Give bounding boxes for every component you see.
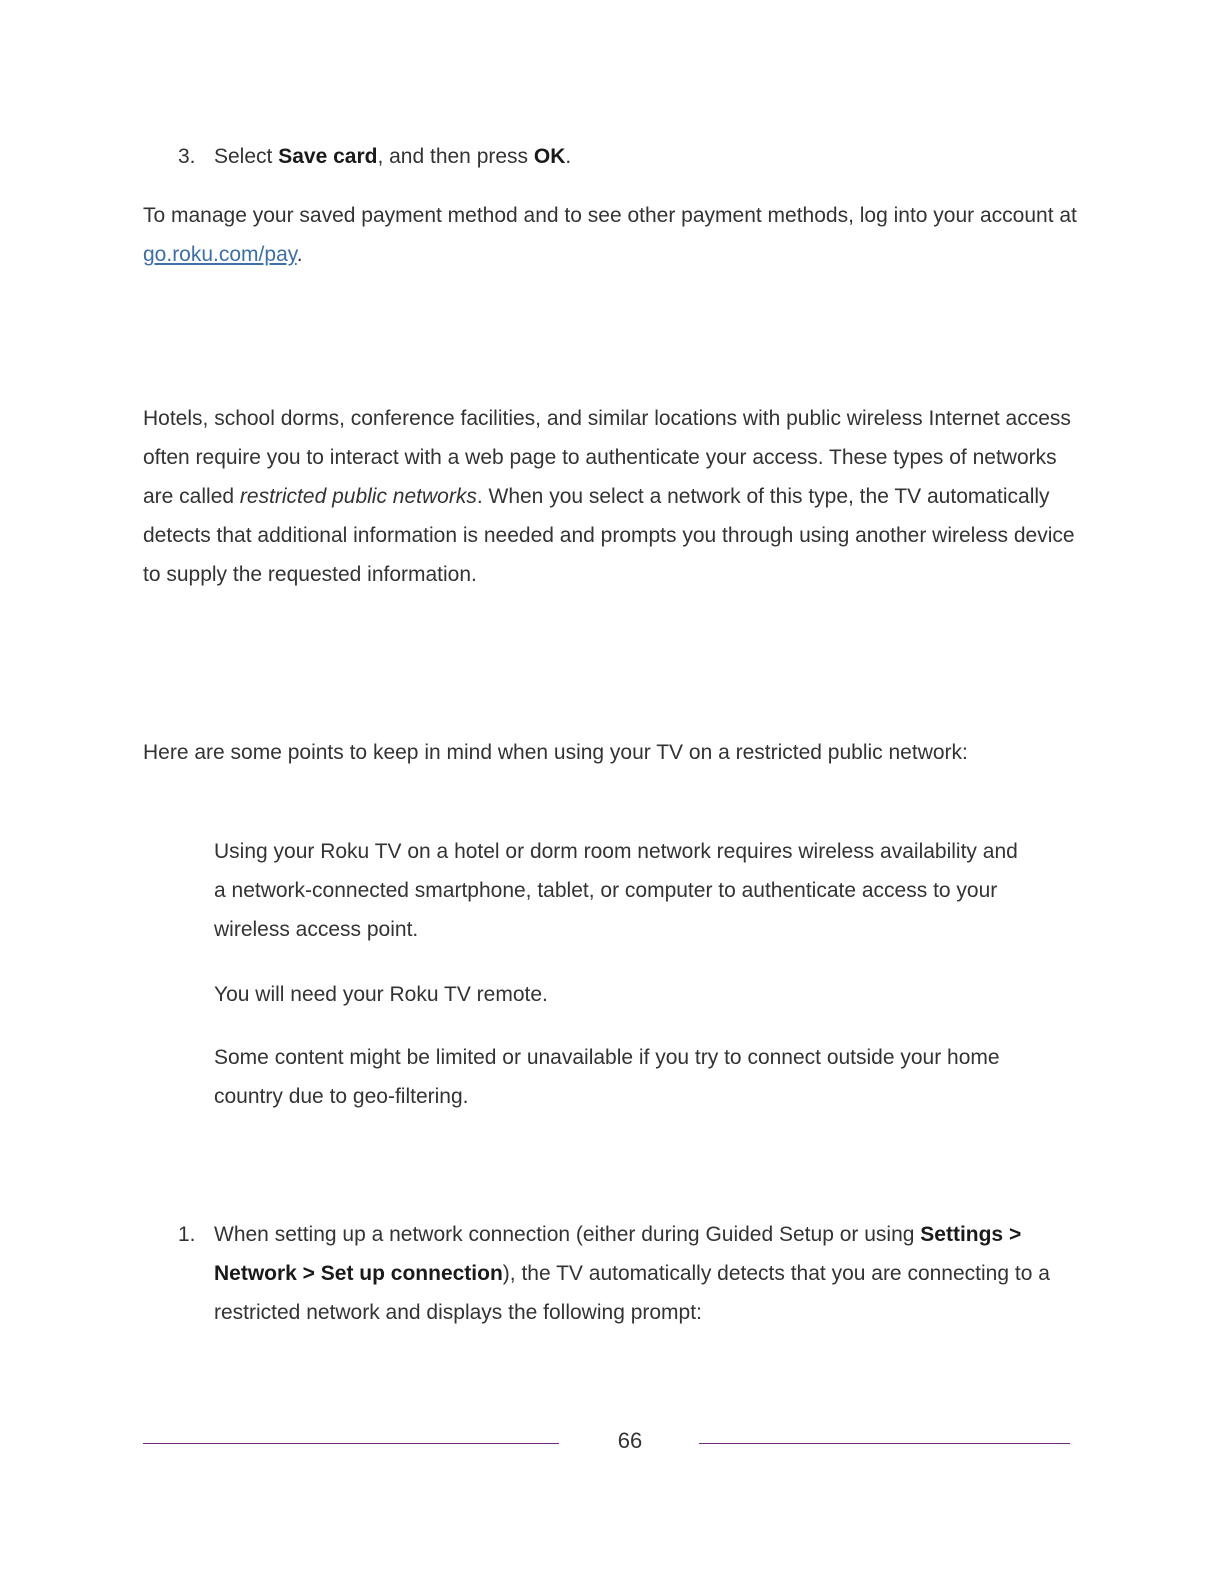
step-text-pre: When setting up a network connection (either during Guided Setup or using: [214, 1223, 921, 1246]
step-number: 1.: [178, 1223, 196, 1246]
restricted-networks-paragraph: [143, 399, 1078, 594]
restricted-public-networks-term: restricted public networks: [239, 485, 477, 508]
settings-path: Settings > Network > Set up connection: [214, 1223, 1022, 1285]
list-item: Some content might be limited or unavailable if you try to connect outside your home country due to geo-filtering.: [214, 1046, 1000, 1108]
manage-text-post: .: [296, 243, 303, 266]
step-text-mid: , and then press: [377, 145, 534, 168]
points-intro-paragraph: Here are some points to keep in mind when using your TV on a restricted public network:: [143, 741, 968, 764]
footer-divider-left: [143, 1443, 559, 1444]
step-text-post: ), the TV automatically detects that you are connecting to a restricted network and displays the following prompt:: [214, 1262, 1050, 1324]
list-item: You will need your Roku TV remote.: [214, 983, 548, 1006]
manage-payment-paragraph: [143, 196, 1078, 274]
hotels-text-post: . When you select a network of this type, the TV automatically detects that additional information is needed and prompts you through using another wireless device to supply the requested information.: [143, 485, 1075, 586]
save-card-label: Save card: [278, 145, 378, 168]
ok-label: OK: [533, 145, 566, 168]
hotels-text: Hotels, school dorms, conference facilities, and similar locations with public wireless Internet access often require you to interact with a web page to authenticate your access. These types of networks are called: [143, 407, 1071, 508]
step-text: [214, 137, 1078, 176]
manage-text: To manage your saved payment method and to see other payment methods, log into your account at: [143, 204, 1077, 227]
step-number: 3.: [178, 145, 196, 168]
list-item: Using your Roku TV on a hotel or dorm room network requires wireless availability and a network-connected smartphone, tablet, or computer to authenticate access to your wireless access point.: [214, 840, 1018, 941]
step-text: [214, 1215, 1078, 1332]
footer-divider-right: [699, 1443, 1070, 1444]
step-text-pre: Select: [214, 145, 279, 168]
roku-pay-link[interactable]: go.roku.com/pay: [143, 243, 297, 266]
page-number: 66: [617, 1428, 643, 1453]
step-text-post: .: [565, 145, 572, 168]
